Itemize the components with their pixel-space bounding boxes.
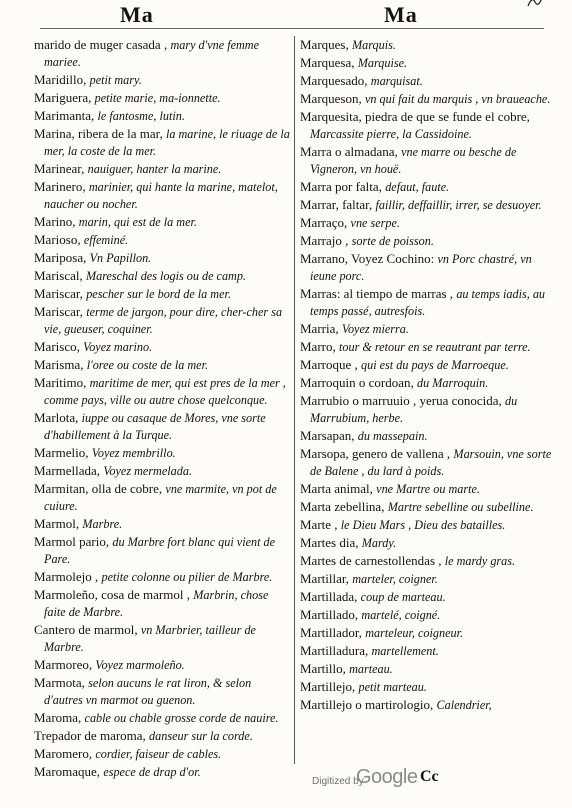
entry-headword: Mariscar, xyxy=(34,304,87,319)
entry-translation: martelé, coigné. xyxy=(361,608,441,622)
entry-translation: martellement. xyxy=(371,644,439,658)
entry-translation: vn Porc chastré, vn ieune porc. xyxy=(310,252,532,283)
dictionary-entry xyxy=(34,374,292,409)
entry-headword: Maromaque, xyxy=(34,764,104,779)
entry-headword: Martillejo o martirologio, xyxy=(300,697,437,712)
dictionary-entry xyxy=(300,480,556,498)
dictionary-entry xyxy=(34,285,292,303)
dictionary-entry xyxy=(300,108,556,143)
right-column xyxy=(300,36,556,760)
entry-headword: Marte , xyxy=(300,517,341,532)
entry-translation: petit mary. xyxy=(89,73,142,87)
digitized-watermark xyxy=(312,766,424,794)
dictionary-entry xyxy=(34,727,292,745)
google-logo: Google xyxy=(356,766,418,788)
entry-headword: Marmol, xyxy=(34,516,83,531)
entry-headword: Marmitan, olla de cobre, xyxy=(34,481,166,496)
entry-headword: Mariguera, xyxy=(34,90,95,105)
dictionary-entry xyxy=(34,89,292,107)
dictionary-entry xyxy=(34,71,292,89)
entry-headword: Marsapan, xyxy=(300,428,358,443)
entry-translation: vne marmite, vn pot de cuiure. xyxy=(44,482,277,513)
entry-translation: du Marrubium, herbe. xyxy=(310,394,518,425)
entry-translation: vn Marbrier, tailleur de Marbre. xyxy=(44,623,256,654)
left-column xyxy=(34,36,292,779)
entry-headword: Marques, xyxy=(300,37,352,52)
entry-translation: Mareschal des logis ou de camp. xyxy=(85,269,246,283)
dictionary-entry xyxy=(34,249,292,267)
entry-translation: le mardy gras. xyxy=(444,554,516,568)
entry-headword: Marquesado, xyxy=(300,73,371,88)
dictionary-entry xyxy=(300,696,556,714)
entry-headword: Marta animal, xyxy=(300,481,377,496)
dictionary-entry xyxy=(34,656,292,674)
dictionary-entry xyxy=(34,621,292,656)
dictionary-entry xyxy=(300,285,556,320)
entry-headword: Maritimo, xyxy=(34,375,90,390)
entry-translation: faillir, deffaillir, irrer, se desuoyer. xyxy=(375,198,542,212)
entry-headword: Martes de carnestollendas , xyxy=(300,553,445,568)
dictionary-entry xyxy=(34,533,292,568)
entry-headword: Marria, xyxy=(300,321,342,336)
dictionary-entry xyxy=(34,763,292,781)
dictionary-entry xyxy=(300,588,556,606)
dictionary-entry xyxy=(34,125,292,160)
entry-headword: Marquesita, piedra de que se funde el cobre, xyxy=(300,109,530,124)
entry-headword: marido de muger casada , xyxy=(34,37,171,52)
entry-headword: Marra o almadana, xyxy=(300,144,402,159)
entry-headword: Mariposa, xyxy=(34,250,90,265)
entry-headword: Marinero, xyxy=(34,179,89,194)
entry-headword: Martillo, xyxy=(300,661,350,676)
entry-headword: Marroquin o cordoan, xyxy=(300,375,417,390)
dictionary-entry xyxy=(34,303,292,338)
entry-translation: au temps iadis, au temps passé, autresfois. xyxy=(310,287,546,318)
entry-headword: Martillar, xyxy=(300,571,353,586)
entry-translation: Voyez membrillo. xyxy=(91,446,176,460)
dictionary-entry xyxy=(300,606,556,624)
entry-headword: Martillador, xyxy=(300,625,366,640)
entry-translation: marquisat. xyxy=(370,74,423,88)
entry-translation: nauiguer, hanter la marine. xyxy=(87,162,222,176)
entry-translation: terme de jargon, pour dire, cher-cher sa vie, gueuser, coquiner. xyxy=(44,305,283,336)
entry-translation: vne serpe. xyxy=(350,216,400,230)
entry-translation: qui est du pays de Marroeque. xyxy=(361,358,509,372)
entry-headword: Marisma, xyxy=(34,357,87,372)
header-rule xyxy=(40,28,544,29)
dictionary-entry xyxy=(34,745,292,763)
entry-headword: Marrajo , xyxy=(300,233,352,248)
entry-translation: Vn Papillon. xyxy=(89,251,152,265)
entry-translation: danseur sur la corde. xyxy=(149,729,253,743)
dictionary-entry xyxy=(300,534,556,552)
entry-translation: Mardy. xyxy=(361,536,397,550)
entry-headword: Cantero de marmol, xyxy=(34,622,141,637)
dictionary-entry xyxy=(300,356,556,374)
dictionary-entry xyxy=(34,178,292,213)
entry-headword: Marimanta, xyxy=(34,108,98,123)
running-head-left: Ma xyxy=(120,2,154,27)
dictionary-entry xyxy=(300,178,556,196)
dictionary-entry xyxy=(300,516,556,534)
dictionary-entry xyxy=(300,72,556,90)
dictionary-entry xyxy=(34,356,292,374)
entry-headword: Marina, ribera de la mar, xyxy=(34,126,166,141)
dictionary-entry xyxy=(300,214,556,232)
entry-translation: Voyez marmoleño. xyxy=(95,658,185,672)
dictionary-entry xyxy=(300,250,556,285)
entry-headword: Marroque , xyxy=(300,357,362,372)
dictionary-entry xyxy=(34,409,292,444)
entry-translation: Marquise. xyxy=(357,56,408,70)
entry-translation: marteleur, coigneur. xyxy=(365,626,464,640)
entry-translation: le Dieu Mars , Dieu des batailles. xyxy=(340,518,506,532)
entry-translation: le fantosme, lutin. xyxy=(97,109,185,123)
entry-translation: Marcassite pierre, la Cassidoine. xyxy=(310,127,472,141)
entry-headword: Maroma, xyxy=(34,710,85,725)
entry-headword: Marisco, xyxy=(34,339,84,354)
entry-translation: sorte de poisson. xyxy=(351,234,434,248)
entry-translation: coup de marteau. xyxy=(360,590,446,604)
dictionary-entry xyxy=(34,107,292,125)
entry-translation: mary d'vne femme mariee. xyxy=(44,38,260,69)
dictionary-entry xyxy=(34,480,292,515)
dictionary-entry xyxy=(300,624,556,642)
dictionary-entry xyxy=(34,267,292,285)
dictionary-entry xyxy=(34,462,292,480)
entry-headword: Marro, xyxy=(300,339,339,354)
entry-translation: Marsouin, vne sorte de Balene , du lard à poids. xyxy=(310,447,552,478)
entry-translation: cable ou chable grosse corde de nauire. xyxy=(84,711,279,725)
entry-headword: Trepador de maroma, xyxy=(34,728,150,743)
entry-headword: Marrar, faltar, xyxy=(300,197,376,212)
dictionary-entry xyxy=(34,231,292,249)
entry-translation: maritime de mer, qui est pres de la mer , comme pays, ville ou autre chose quelconque. xyxy=(44,376,286,407)
dictionary-entry xyxy=(300,642,556,660)
dictionary-entry xyxy=(34,674,292,709)
dictionary-entry xyxy=(34,213,292,231)
dictionary-entry xyxy=(34,160,292,178)
dictionary-entry xyxy=(300,232,556,250)
entry-headword: Marino, xyxy=(34,214,79,229)
dictionary-entry xyxy=(34,36,292,71)
entry-headword: Marmolejo , xyxy=(34,569,102,584)
entry-translation: Voyez mermelada. xyxy=(103,464,192,478)
entry-translation: iuppe ou casaque de Mores, vne sorte d'habillement à la Turque. xyxy=(44,411,266,442)
entry-translation: cordier, faiseur de cables. xyxy=(95,747,222,761)
entry-headword: Marlota, xyxy=(34,410,82,425)
dictionary-entry xyxy=(34,515,292,533)
entry-translation: du Marbre fort blanc qui vient de Pare. xyxy=(44,535,276,566)
entry-headword: Marmellada, xyxy=(34,463,104,478)
entry-headword: Martillado, xyxy=(300,607,362,622)
dictionary-entry xyxy=(300,427,556,445)
entry-translation: Marbrin, chose faite de Marbre. xyxy=(44,588,269,619)
dictionary-entry xyxy=(300,36,556,54)
entry-translation: Marquis. xyxy=(352,38,396,52)
entry-translation: vne marre ou besche de Vigneron, vn houë. xyxy=(310,145,517,176)
dictionary-entry xyxy=(34,568,292,586)
entry-translation: vn qui fait du marquis , vn braueache. xyxy=(365,92,551,106)
dictionary-entry xyxy=(300,320,556,338)
dictionary-entry xyxy=(300,196,556,214)
entry-translation: marteler, coigner. xyxy=(352,572,438,586)
signature-mark: Cc xyxy=(420,768,439,785)
dictionary-entry xyxy=(300,143,556,178)
entry-translation: marteau. xyxy=(349,662,393,676)
entry-headword: Marta zebellina, xyxy=(300,499,388,514)
entry-headword: Martillada, xyxy=(300,589,361,604)
entry-headword: Marqueson, xyxy=(300,91,365,106)
entry-headword: Marmol pario, xyxy=(34,534,113,549)
entry-headword: Marrano, Voyez Cochino: xyxy=(300,251,438,266)
dictionary-entry xyxy=(34,709,292,727)
dictionary-entry xyxy=(34,586,292,621)
entry-headword: Marraço, xyxy=(300,215,351,230)
entry-headword: Marrubio o marruuio , yerua conocida, xyxy=(300,393,506,408)
entry-translation: la marine, le riuage de la mer, la coste de la mer. xyxy=(44,127,290,158)
entry-translation: selon aucuns le rat liron, & selon d'autres vn marmot ou guenon. xyxy=(44,676,252,707)
dictionary-entry xyxy=(300,90,556,108)
entry-translation: espece de drap d'or. xyxy=(103,765,201,779)
entry-headword: Marra por falta, xyxy=(300,179,386,194)
digitized-by-text: Digitized by xyxy=(312,776,364,787)
entry-translation: petite marie, ma-ionnette. xyxy=(94,91,221,105)
dictionary-entry xyxy=(300,498,556,516)
entry-headword: Marsopa, genero de vallena , xyxy=(300,446,454,461)
dictionary-entry xyxy=(300,660,556,678)
entry-translation: Calendrier, xyxy=(436,698,492,712)
running-head-right: Ma xyxy=(384,2,418,27)
entry-translation: petite colonne ou pilier de Marbre. xyxy=(101,570,273,584)
entry-translation: defaut, faute. xyxy=(385,180,450,194)
entry-headword: Marioso, xyxy=(34,232,84,247)
dictionary-entry xyxy=(300,392,556,427)
entry-headword: Marmelio, xyxy=(34,445,92,460)
entry-translation: marinier, qui hante la marine, matelot, naucher ou nocher. xyxy=(44,180,278,211)
dictionary-entry xyxy=(34,444,292,462)
dictionary-entry xyxy=(300,570,556,588)
entry-translation: du massepain. xyxy=(357,429,428,443)
entry-headword: Martilladura, xyxy=(300,643,372,658)
entry-headword: Marmota, xyxy=(34,675,89,690)
entry-translation: Martre sebelline ou subelline. xyxy=(387,500,534,514)
entry-translation: Marbre. xyxy=(82,517,123,531)
entry-translation: petit marteau. xyxy=(358,680,427,694)
entry-headword: Mariscar, xyxy=(34,286,87,301)
dictionary-entry xyxy=(300,678,556,696)
column-divider xyxy=(294,36,295,764)
entry-translation: Voyez mierra. xyxy=(341,322,409,336)
entry-translation: pescher sur le bord de la mer. xyxy=(86,287,231,301)
entry-translation: effeminé. xyxy=(83,233,129,247)
entry-translation: vne Martre ou marte. xyxy=(376,482,480,496)
entry-translation: marin, qui est de la mer. xyxy=(78,215,197,229)
dictionary-entry xyxy=(300,374,556,392)
entry-headword: Maridillo, xyxy=(34,72,90,87)
dictionary-entry xyxy=(300,54,556,72)
entry-headword: Mariscal, xyxy=(34,268,86,283)
entry-headword: Marquesa, xyxy=(300,55,358,70)
printer-mark-icon xyxy=(526,0,544,10)
dictionary-entry xyxy=(300,552,556,570)
entry-headword: Marmoleño, cosa de marmol , xyxy=(34,587,194,602)
dictionary-entry xyxy=(300,445,556,480)
entry-headword: Marinear, xyxy=(34,161,88,176)
entry-headword: Martillejo, xyxy=(300,679,359,694)
dictionary-entry xyxy=(34,338,292,356)
entry-headword: Martes dia, xyxy=(300,535,362,550)
entry-translation: tour & retour en se reautrant par terre. xyxy=(339,340,531,354)
entry-translation: du Marroquin. xyxy=(416,376,489,390)
dictionary-entry xyxy=(300,338,556,356)
entry-headword: Marras: al tiempo de marras , xyxy=(300,286,457,301)
entry-headword: Maromero, xyxy=(34,746,96,761)
entry-headword: Marmoreo, xyxy=(34,657,96,672)
entry-translation: l'oree ou coste de la mer. xyxy=(86,358,209,372)
entry-translation: Voyez marino. xyxy=(83,340,153,354)
